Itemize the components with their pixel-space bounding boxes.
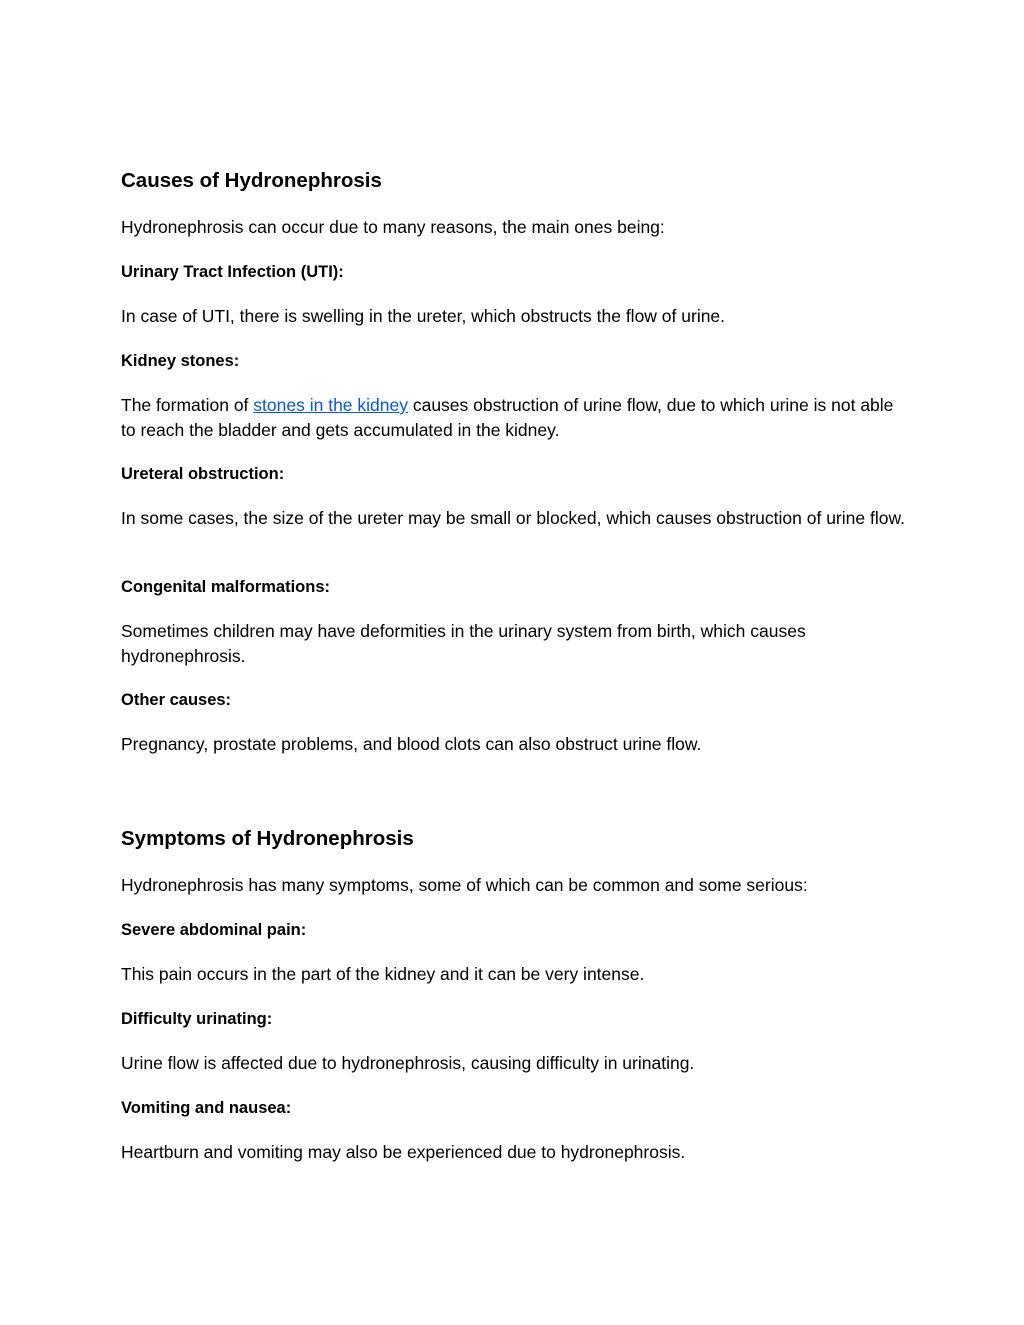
other-causes-text: Pregnancy, prostate problems, and blood clots can also obstruct urine flow.: [121, 734, 702, 754]
uti-text: In case of UTI, there is swelling in the ureter, which obstructs the flow of urine.: [121, 306, 726, 326]
kidney-stones-text-before: The formation of: [121, 395, 254, 415]
symptoms-intro: Hydronephrosis has many symptoms, some of which can be common and some serious:: [121, 875, 808, 895]
abdominal-pain-title: Severe abdominal pain:: [121, 921, 307, 939]
congenital-malformations-title: Congenital malformations:: [121, 578, 331, 596]
uti-title: Urinary Tract Infection (UTI):: [121, 263, 344, 281]
causes-intro: Hydronephrosis can occur due to many reasons, the main ones being:: [121, 217, 665, 237]
ureteral-obstruction-title: Ureteral obstruction:: [121, 465, 285, 483]
kidney-stones-text: [121, 393, 911, 442]
vomiting-nausea-title: Vomiting and nausea:: [121, 1099, 292, 1117]
ureteral-obstruction-text: In some cases, the size of the ureter may be small or blocked, which causes obstruction of urine flow.: [121, 508, 905, 528]
causes-heading: Causes of Hydronephrosis: [121, 169, 382, 192]
difficulty-urinating-title: Difficulty urinating:: [121, 1010, 273, 1028]
vomiting-nausea-text: Heartburn and vomiting may also be experienced due to hydronephrosis.: [121, 1142, 686, 1162]
congenital-malformations-text: Sometimes children may have deformities in the urinary system from birth, which causes hydronephrosis.: [121, 621, 806, 666]
stones-in-the-kidney-link[interactable]: stones in the kidney: [253, 395, 408, 415]
abdominal-pain-text: This pain occurs in the part of the kidney and it can be very intense.: [121, 964, 645, 984]
kidney-stones-text-after: causes obstruction of urine flow, due to which urine is not able to reach the bladder and gets accumulated in the kidney.: [121, 395, 894, 440]
difficulty-urinating-text: Urine flow is affected due to hydronephrosis, causing difficulty in urinating.: [121, 1053, 695, 1073]
other-causes-title: Other causes:: [121, 691, 232, 709]
symptoms-heading: Symptoms of Hydronephrosis: [121, 827, 414, 850]
kidney-stones-title: Kidney stones:: [121, 352, 240, 370]
